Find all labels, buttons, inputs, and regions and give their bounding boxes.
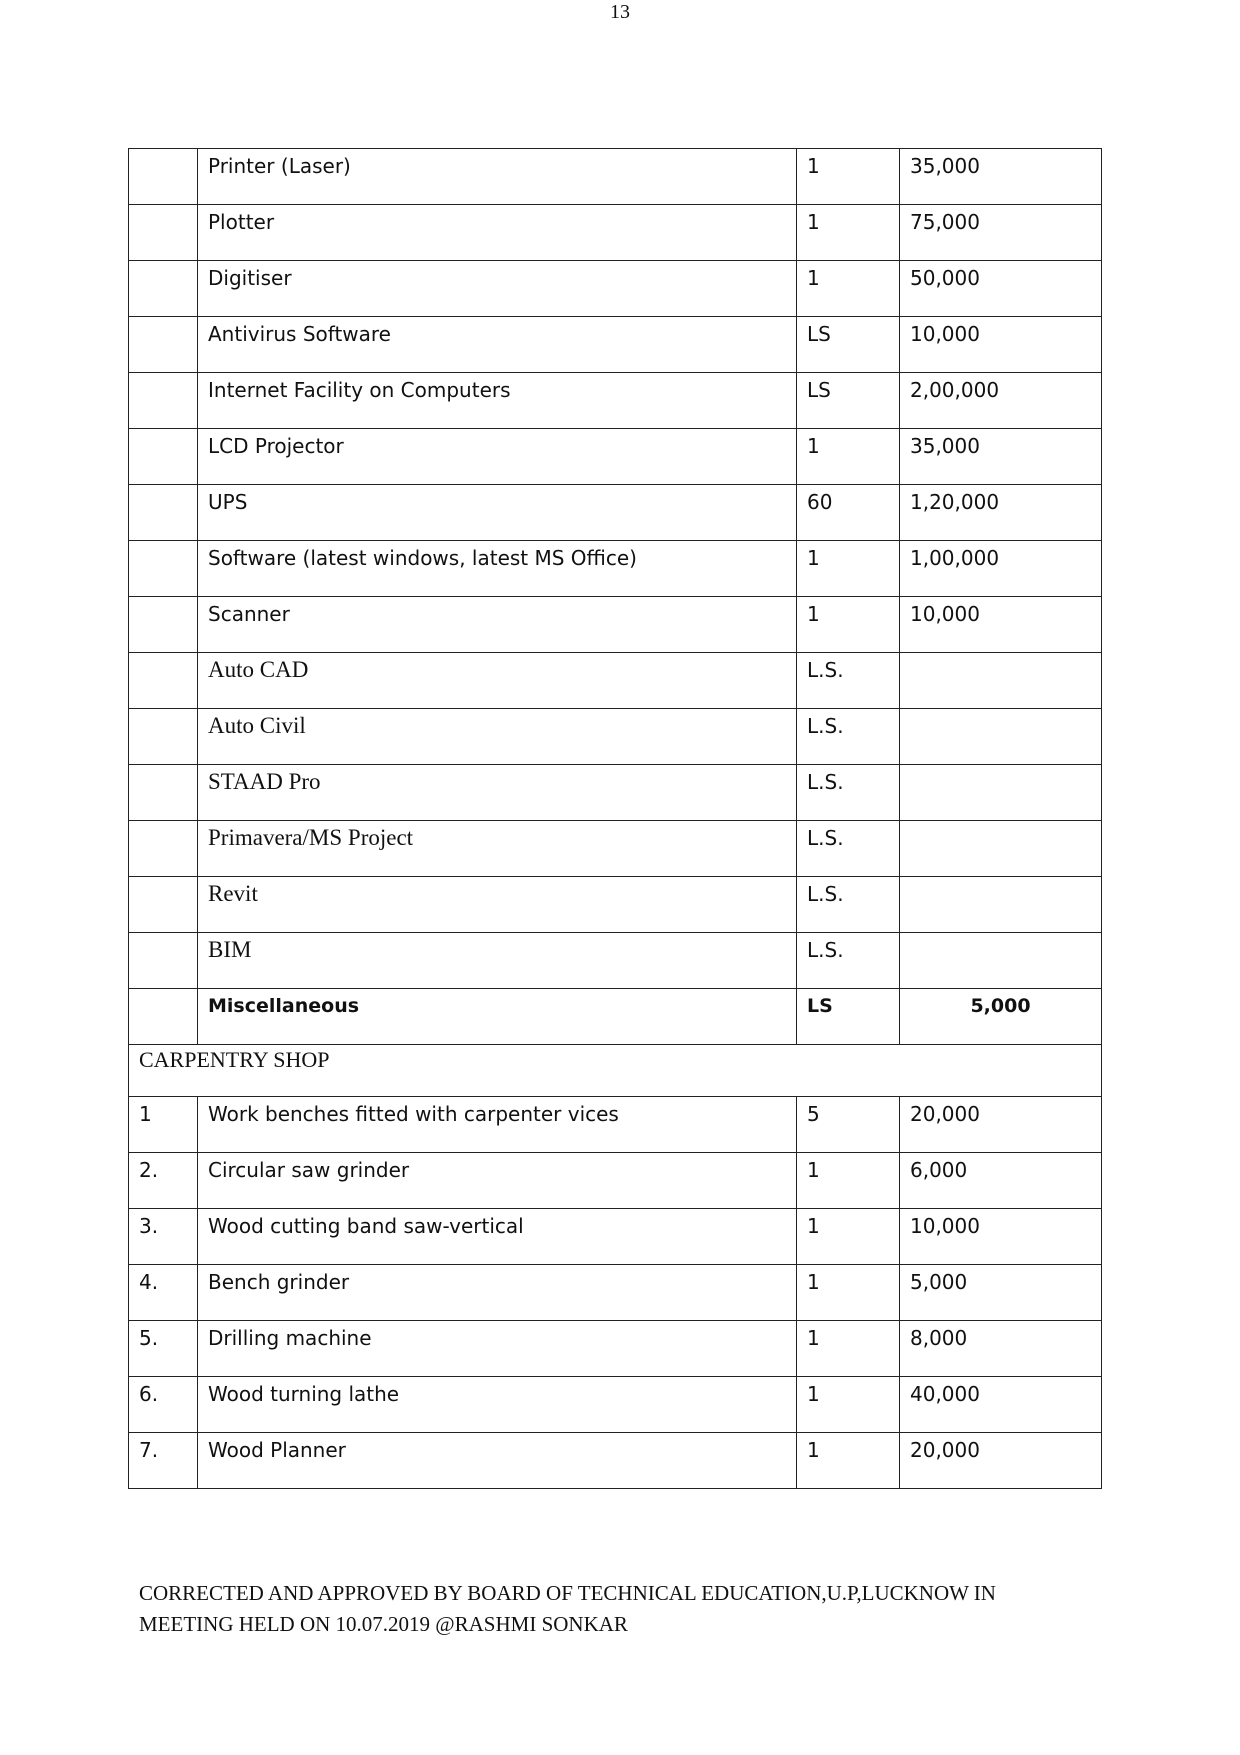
item-cell: Primavera/MS Project bbox=[198, 821, 797, 877]
table-row bbox=[129, 317, 1102, 373]
serial-cell bbox=[129, 653, 198, 709]
item-cell: Wood Planner bbox=[198, 1433, 797, 1489]
table-row bbox=[129, 1097, 1102, 1153]
cost-cell: 10,000 bbox=[900, 317, 1102, 373]
cost-cell: 20,000 bbox=[900, 1097, 1102, 1153]
table-row bbox=[129, 1265, 1102, 1321]
table-row bbox=[129, 205, 1102, 261]
item-cell: Plotter bbox=[198, 205, 797, 261]
cost-cell: 8,000 bbox=[900, 1321, 1102, 1377]
quantity-cell: 1 bbox=[797, 597, 900, 653]
serial-cell bbox=[129, 933, 198, 989]
section-row bbox=[129, 1045, 1102, 1097]
quantity-cell: LS bbox=[797, 373, 900, 429]
serial-cell bbox=[129, 261, 198, 317]
cost-cell bbox=[900, 821, 1102, 877]
cost-cell: 5,000 bbox=[900, 989, 1102, 1045]
quantity-cell: L.S. bbox=[797, 709, 900, 765]
cost-cell: 6,000 bbox=[900, 1153, 1102, 1209]
quantity-cell: LS bbox=[797, 989, 900, 1045]
table-row bbox=[129, 821, 1102, 877]
quantity-cell: L.S. bbox=[797, 765, 900, 821]
serial-cell bbox=[129, 373, 198, 429]
item-cell: Revit bbox=[198, 877, 797, 933]
serial-cell bbox=[129, 821, 198, 877]
item-cell: Wood cutting band saw-vertical bbox=[198, 1209, 797, 1265]
cost-cell bbox=[900, 709, 1102, 765]
serial-cell bbox=[129, 989, 198, 1045]
serial-cell bbox=[129, 317, 198, 373]
table-row bbox=[129, 261, 1102, 317]
serial-cell bbox=[129, 149, 198, 205]
table-row bbox=[129, 1209, 1102, 1265]
footer-line-2: MEETING HELD ON 10.07.2019 @RASHMI SONKAR bbox=[139, 1612, 628, 1636]
table-row bbox=[129, 1153, 1102, 1209]
serial-cell bbox=[129, 429, 198, 485]
item-cell: Work benches fitted with carpenter vices bbox=[198, 1097, 797, 1153]
item-cell: Drilling machine bbox=[198, 1321, 797, 1377]
quantity-cell: 1 bbox=[797, 261, 900, 317]
table-row bbox=[129, 149, 1102, 205]
table-row bbox=[129, 1433, 1102, 1489]
cost-cell: 75,000 bbox=[900, 205, 1102, 261]
item-cell: Printer (Laser) bbox=[198, 149, 797, 205]
quantity-cell: L.S. bbox=[797, 821, 900, 877]
table-row bbox=[129, 709, 1102, 765]
serial-cell: 6. bbox=[129, 1377, 198, 1433]
item-cell: Auto Civil bbox=[198, 709, 797, 765]
serial-cell bbox=[129, 597, 198, 653]
quantity-cell: 60 bbox=[797, 485, 900, 541]
serial-cell: 3. bbox=[129, 1209, 198, 1265]
quantity-cell: 1 bbox=[797, 1433, 900, 1489]
table-row bbox=[129, 765, 1102, 821]
serial-cell: 5. bbox=[129, 1321, 198, 1377]
quantity-cell: L.S. bbox=[797, 653, 900, 709]
quantity-cell: L.S. bbox=[797, 933, 900, 989]
quantity-cell: 1 bbox=[797, 1153, 900, 1209]
item-cell: Miscellaneous bbox=[198, 989, 797, 1045]
item-cell: Software (latest windows, latest MS Office) bbox=[198, 541, 797, 597]
cost-cell: 1,00,000 bbox=[900, 541, 1102, 597]
cost-cell: 35,000 bbox=[900, 149, 1102, 205]
quantity-cell: 1 bbox=[797, 1321, 900, 1377]
item-cell: Wood turning lathe bbox=[198, 1377, 797, 1433]
serial-cell: 4. bbox=[129, 1265, 198, 1321]
quantity-cell: 1 bbox=[797, 149, 900, 205]
serial-cell bbox=[129, 709, 198, 765]
serial-cell: 7. bbox=[129, 1433, 198, 1489]
quantity-cell: 1 bbox=[797, 1377, 900, 1433]
item-cell: Antivirus Software bbox=[198, 317, 797, 373]
cost-cell: 2,00,000 bbox=[900, 373, 1102, 429]
serial-cell bbox=[129, 205, 198, 261]
quantity-cell: 5 bbox=[797, 1097, 900, 1153]
cost-cell bbox=[900, 877, 1102, 933]
cost-cell: 50,000 bbox=[900, 261, 1102, 317]
serial-cell bbox=[129, 485, 198, 541]
serial-cell: 1 bbox=[129, 1097, 198, 1153]
cost-cell bbox=[900, 653, 1102, 709]
item-cell: LCD Projector bbox=[198, 429, 797, 485]
item-cell: UPS bbox=[198, 485, 797, 541]
item-cell: Bench grinder bbox=[198, 1265, 797, 1321]
table-row bbox=[129, 933, 1102, 989]
cost-cell: 20,000 bbox=[900, 1433, 1102, 1489]
item-cell: BIM bbox=[198, 933, 797, 989]
quantity-cell: 1 bbox=[797, 429, 900, 485]
serial-cell bbox=[129, 877, 198, 933]
quantity-cell: 1 bbox=[797, 205, 900, 261]
section-title: CARPENTRY SHOP bbox=[129, 1045, 1102, 1097]
table-row-miscellaneous bbox=[129, 989, 1102, 1045]
footer-line-1: CORRECTED AND APPROVED BY BOARD OF TECHNICAL EDUCATION,U.P,LUCKNOW IN bbox=[139, 1581, 996, 1605]
item-cell: Digitiser bbox=[198, 261, 797, 317]
approval-footer bbox=[139, 1578, 1099, 1640]
quantity-cell: 1 bbox=[797, 1265, 900, 1321]
table-row bbox=[129, 877, 1102, 933]
serial-cell bbox=[129, 541, 198, 597]
table-row bbox=[129, 485, 1102, 541]
table-row bbox=[129, 1377, 1102, 1433]
quantity-cell: LS bbox=[797, 317, 900, 373]
cost-cell bbox=[900, 765, 1102, 821]
item-cell: Internet Facility on Computers bbox=[198, 373, 797, 429]
cost-cell: 1,20,000 bbox=[900, 485, 1102, 541]
quantity-cell: 1 bbox=[797, 541, 900, 597]
cost-cell bbox=[900, 933, 1102, 989]
cost-cell: 5,000 bbox=[900, 1265, 1102, 1321]
table-row bbox=[129, 541, 1102, 597]
table-row bbox=[129, 373, 1102, 429]
cost-cell: 35,000 bbox=[900, 429, 1102, 485]
cost-cell: 10,000 bbox=[900, 1209, 1102, 1265]
table-row bbox=[129, 653, 1102, 709]
serial-cell bbox=[129, 765, 198, 821]
item-cell: STAAD Pro bbox=[198, 765, 797, 821]
item-cell: Scanner bbox=[198, 597, 797, 653]
quantity-cell: 1 bbox=[797, 1209, 900, 1265]
cost-cell: 40,000 bbox=[900, 1377, 1102, 1433]
item-cell: Auto CAD bbox=[198, 653, 797, 709]
equipment-table bbox=[128, 148, 1102, 1489]
quantity-cell: L.S. bbox=[797, 877, 900, 933]
table-row bbox=[129, 429, 1102, 485]
table-row bbox=[129, 597, 1102, 653]
page-number: 13 bbox=[610, 1, 630, 23]
serial-cell: 2. bbox=[129, 1153, 198, 1209]
cost-cell: 10,000 bbox=[900, 597, 1102, 653]
item-cell: Circular saw grinder bbox=[198, 1153, 797, 1209]
table-row bbox=[129, 1321, 1102, 1377]
